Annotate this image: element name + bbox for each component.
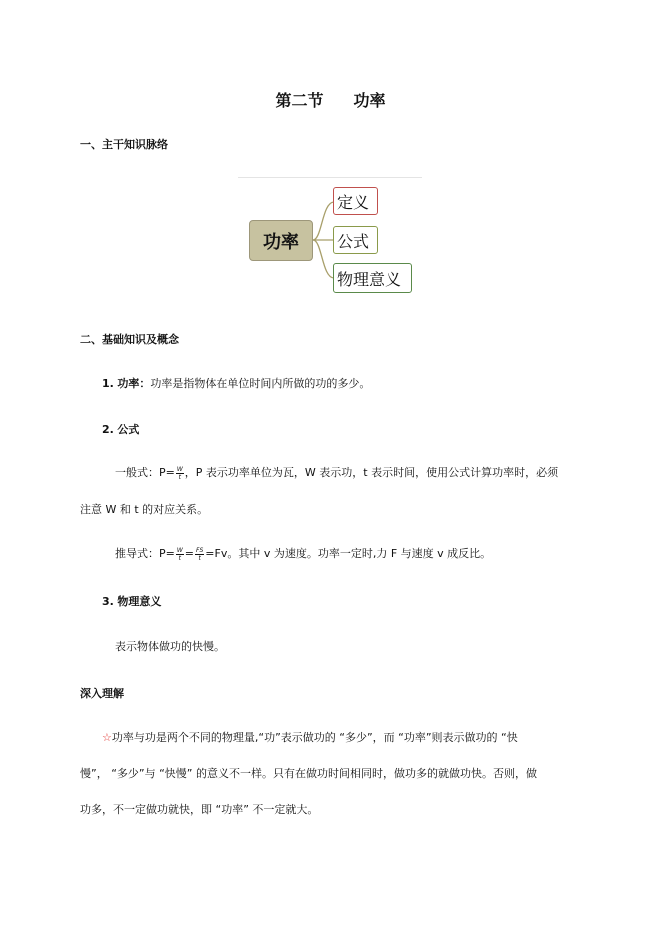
general-formula-line [115,465,558,481]
derived-formula-prefix: 推导式：P= [115,547,175,560]
item1-label: 功率： [117,377,151,390]
item-physical-meaning-heading [102,594,161,610]
deep-understanding-line2: 慢”， “多少”与 “快慢” 的意义不一样。只有在做功时间相同时，做功多的就做功快。否则，做 [80,767,537,780]
item1-number: 1. [102,377,114,390]
item-power-definition [102,376,370,392]
fraction-denominator: t [178,554,181,562]
deep-understanding-line3: 功多，不一定做功就快，即 “功率” 不一定就大。 [80,803,319,816]
mindmap-node-definition-label: 定义 [337,192,370,212]
mindmap-node-meaning-label: 物理意义 [337,269,402,289]
derived-formula-fraction-2 [195,547,204,562]
fraction-denominator: t [178,473,181,481]
mindmap-node-formula [333,226,378,254]
deep-understanding-line1-text: 功率与功是两个不同的物理量,“功”表示做功的 “多少”，而 “功率”则表示做功的 “快 [111,731,518,744]
deep-understanding-line1 [102,730,518,746]
section-heading-knowledge-map: 一、主干知识脉络 [80,138,168,151]
general-formula-text: ，P 表示功率单位为瓦，W 表示功，t 表示时间，使用公式计算功率时，必须 [184,466,559,479]
general-formula-fraction [176,466,184,481]
mindmap-node-meaning [333,263,412,293]
item-formula-heading [102,422,139,438]
mindmap-node-formula-label: 公式 [337,231,370,251]
item3-number: 3. [102,595,114,608]
fraction-numerator: W [176,465,183,473]
title-section-number: 第二节 [275,91,324,110]
general-formula-line2: 注意 W 和 t 的对应关系。 [80,503,209,516]
fraction-denominator: t [198,554,201,562]
title-topic: 功率 [353,91,386,110]
connector-definition [313,202,334,240]
mindmap-root-node: 功率 [249,220,313,261]
item2-label: 公式 [117,423,140,436]
derived-formula-text: =Fv。其中 v 为速度。功率一定时,力 F 与速度 v 成反比。 [205,547,492,560]
item1-text: 功率是指物体在单位时间内所做的功的多少。 [150,377,371,390]
fraction-numerator: FS [196,546,204,554]
section-heading-deep-understanding: 深入理解 [80,687,124,700]
item3-text: 表示物体做功的快慢。 [115,640,225,653]
derived-formula-fraction-1 [176,547,184,562]
fraction-numerator: W [176,546,183,554]
star-icon: ☆ [102,731,112,744]
connector-meaning [313,240,334,278]
item3-label: 物理意义 [117,595,162,608]
item2-number: 2. [102,423,114,436]
mindmap-node-definition [333,187,378,215]
general-formula-prefix: 一般式：P= [115,466,175,479]
section-heading-basics: 二、基础知识及概念 [80,333,179,346]
derived-formula-equals: = [184,547,195,560]
derived-formula-line [115,546,491,562]
